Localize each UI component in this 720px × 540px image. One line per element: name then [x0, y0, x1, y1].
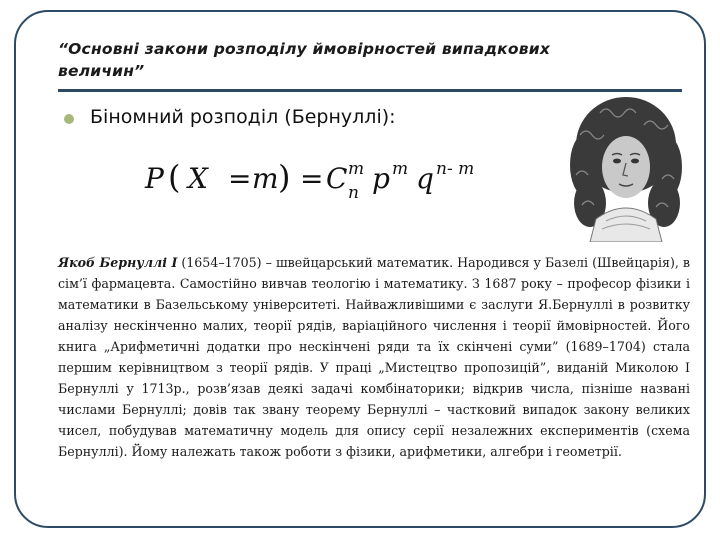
formula-rparen: ) — [278, 158, 291, 196]
formula-eq1: = — [228, 162, 252, 195]
formula-p-sup: m — [392, 159, 409, 179]
bullet-icon — [64, 114, 74, 124]
formula-q: q — [416, 162, 434, 195]
bullet-text: Біномний розподіл (Бернуллі): — [90, 106, 396, 128]
bio-name: Якоб Бернуллі І — [58, 255, 178, 270]
formula-q-sup: n- m — [436, 159, 475, 179]
formula-C: C — [326, 162, 348, 195]
formula-p: p — [372, 162, 390, 195]
formula-lparen: ( — [168, 158, 181, 196]
formula-P: P — [145, 162, 164, 195]
slide-title: “Основні закони розподілу ймовірностей випадкових величин” — [58, 40, 551, 80]
binomial-formula — [140, 150, 540, 200]
formula-eq2: = — [300, 162, 324, 195]
formula-X: X — [188, 162, 208, 195]
formula-C-sub: n — [348, 183, 359, 200]
bernoulli-portrait — [570, 95, 682, 242]
biography-paragraph — [58, 252, 690, 462]
formula-C-sup: m — [348, 159, 365, 179]
bio-text: (1654–1705) – швейцарський математик. Народився у Базелі (Швейцарія), в сім’ї фармацевта. Самостійно вивчав теологію і математику. З 1687 року – професор фізики і математики в Базельському університеті. Найважливішими є заслуги Я.Бернуллі в розвитку аналізу нескінченно малих, теорії рядів, варіаційного числення і теорії ймовірностей. Його книга „Арифметичні додатки про нескінчені ряди та їх скінчені суми” (1689–1704) стала першим керівництвом з теорії рядів. У праці „Мистецтво пропозицій”, виданій Миколою І Бернуллі у 1713р., розв’язав деякі задачі комбінаторики; відкрив числа, пізніше названі числами Бернуллі; довів так звану теорему Бернуллі – частковий випадок закону великих чисел, побудував математичну модель для опису серії незалежних експериментів (схема Бернуллі). Йому належать також роботи з фізики, арифметики, алгебри і геометрії. — [58, 255, 690, 459]
formula-m: m — [252, 162, 279, 195]
title-underline — [58, 89, 682, 92]
